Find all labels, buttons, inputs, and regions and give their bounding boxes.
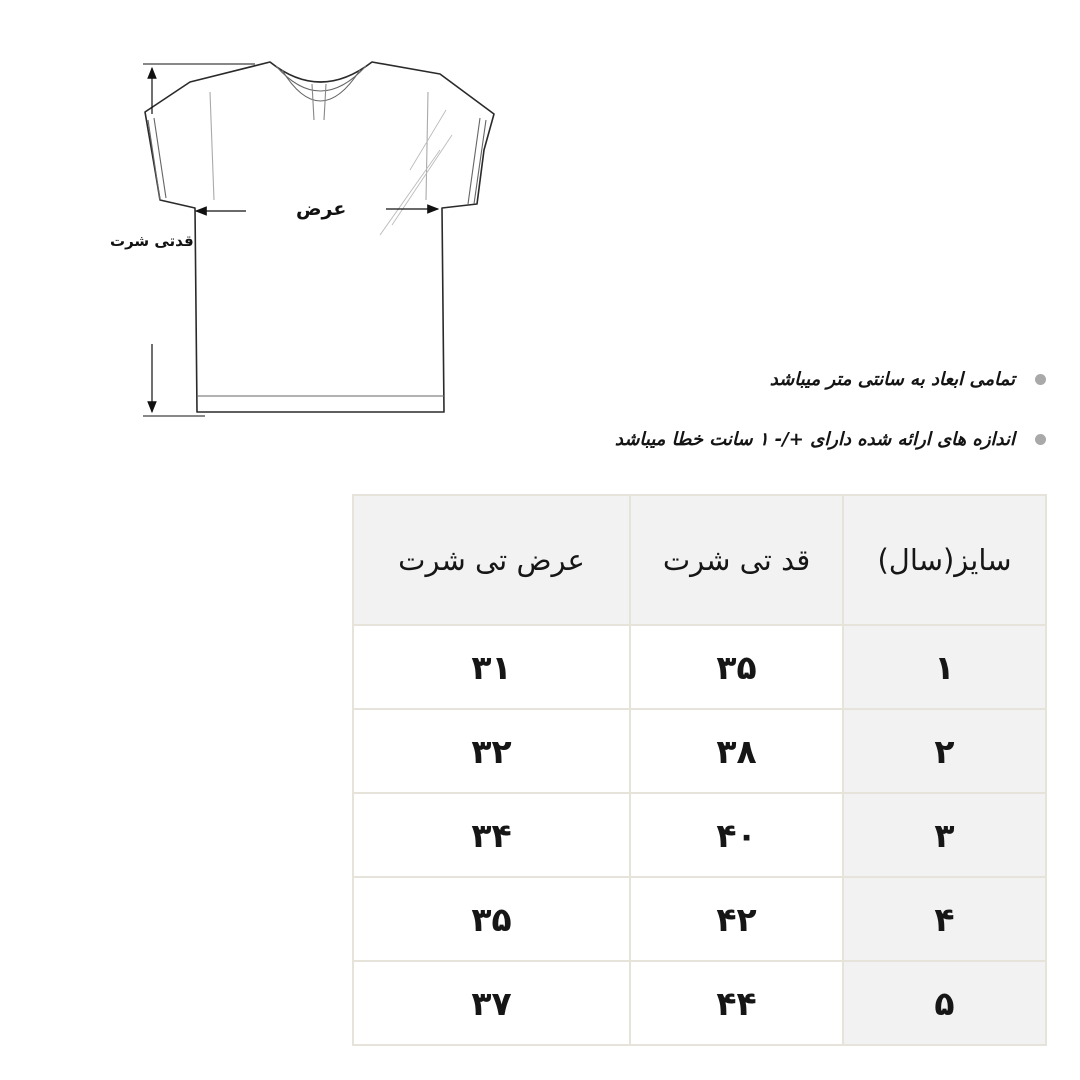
table-row (353, 961, 1046, 1045)
table-row (353, 877, 1046, 961)
cell-size: ۱ (843, 625, 1046, 709)
size-table (352, 494, 1047, 1046)
cell-height: ۳۵ (630, 625, 843, 709)
table-row (353, 625, 1046, 709)
tshirt-outline (145, 62, 494, 412)
cell-width: ۳۴ (353, 793, 630, 877)
header-size: سایز(سال) (843, 495, 1046, 625)
cell-size: ۳ (843, 793, 1046, 877)
header-height: قد تی شرت (630, 495, 843, 625)
height-label: قدتی شرت (110, 232, 194, 250)
cell-size: ۵ (843, 961, 1046, 1045)
bullet-dot-icon (1035, 434, 1046, 445)
cell-size: ۲ (843, 709, 1046, 793)
note-text: اندازه های ارائه شده دارای +/- ۱ سانت خطا میباشد (614, 428, 1015, 450)
width-label: عرض (296, 198, 347, 220)
cell-width: ۳۷ (353, 961, 630, 1045)
note-text: تمامی ابعاد به سانتی متر میباشد (769, 368, 1015, 390)
notes-list (615, 362, 1046, 482)
note-item (615, 422, 1046, 456)
cell-height: ۴۴ (630, 961, 843, 1045)
cell-height: ۴۰ (630, 793, 843, 877)
cell-size: ۴ (843, 877, 1046, 961)
cell-width: ۳۵ (353, 877, 630, 961)
note-item (615, 362, 1046, 396)
cell-height: ۴۲ (630, 877, 843, 961)
table-row (353, 709, 1046, 793)
cell-height: ۳۸ (630, 709, 843, 793)
table-row (353, 793, 1046, 877)
cell-width: ۳۱ (353, 625, 630, 709)
cell-width: ۳۲ (353, 709, 630, 793)
table-header-row (353, 495, 1046, 625)
bullet-dot-icon (1035, 374, 1046, 385)
header-width: عرض تی شرت (353, 495, 630, 625)
